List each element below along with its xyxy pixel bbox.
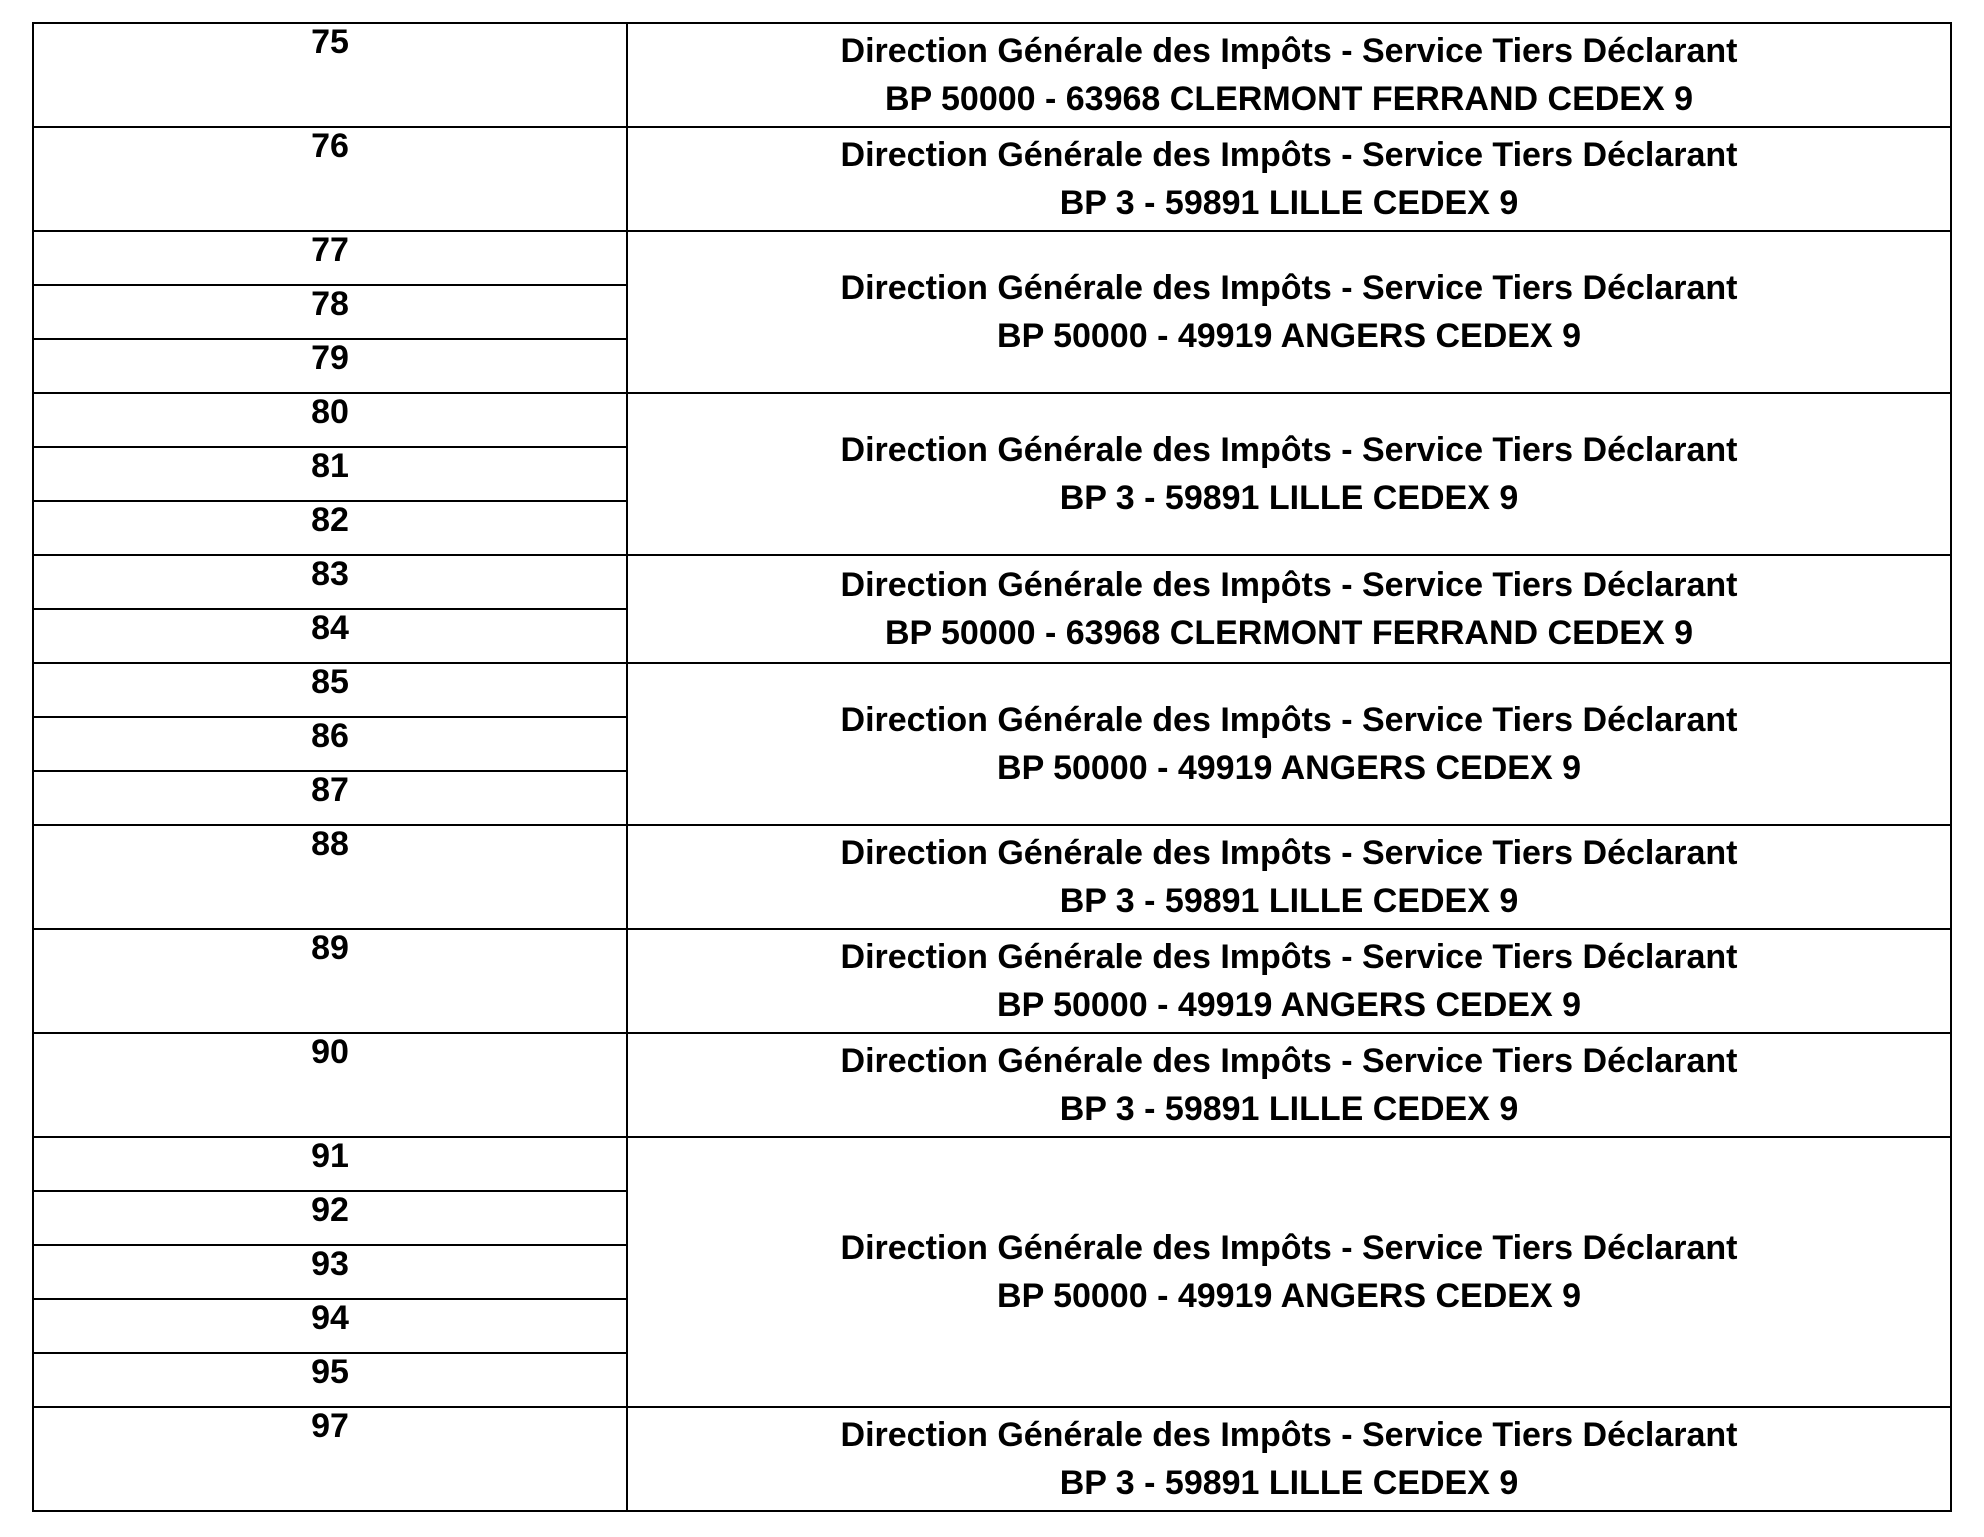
department-cell (33, 717, 627, 771)
department-cell (33, 393, 627, 447)
department-number: 85 (311, 663, 349, 701)
address-office-line: Direction Générale des Impôts - Service Tiers Déclarant (840, 938, 1738, 976)
table-row (33, 23, 1951, 127)
address-postal-line: BP 50000 - 49919 ANGERS CEDEX 9 (997, 986, 1581, 1024)
address-postal-line: BP 50000 - 63968 CLERMONT FERRAND CEDEX 9 (884, 614, 1694, 652)
department-number: 88 (311, 825, 349, 863)
department-cell (33, 285, 627, 339)
department-number: 82 (311, 501, 349, 539)
address-postal-line: BP 50000 - 63968 CLERMONT FERRAND CEDEX 9 (884, 80, 1694, 118)
department-number: 76 (311, 127, 349, 165)
department-cell (33, 1137, 627, 1191)
address-table (32, 22, 1952, 1512)
address-cell (627, 23, 1951, 127)
address-table-body (33, 23, 1951, 1511)
department-number: 77 (311, 231, 349, 269)
address-cell (627, 1033, 1951, 1137)
department-cell (33, 1033, 627, 1137)
address-cell (627, 231, 1951, 393)
address-office-line: Direction Générale des Impôts - Service Tiers Déclarant (840, 566, 1738, 604)
department-number: 97 (311, 1407, 349, 1445)
address-office-line: Direction Générale des Impôts - Service Tiers Déclarant (840, 1416, 1738, 1454)
department-number: 90 (311, 1033, 349, 1071)
address-cell (627, 663, 1951, 825)
address-postal-line: BP 3 - 59891 LILLE CEDEX 9 (1059, 184, 1519, 222)
address-office-line: Direction Générale des Impôts - Service Tiers Déclarant (840, 431, 1738, 469)
address-office-line: Direction Générale des Impôts - Service Tiers Déclarant (840, 269, 1738, 307)
address-postal-line: BP 50000 - 49919 ANGERS CEDEX 9 (997, 749, 1581, 787)
department-number: 86 (311, 717, 349, 755)
department-cell (33, 663, 627, 717)
address-postal-line: BP 3 - 59891 LILLE CEDEX 9 (1059, 479, 1519, 517)
department-number: 75 (311, 23, 349, 61)
department-number: 78 (311, 285, 349, 323)
address-postal-line: BP 3 - 59891 LILLE CEDEX 9 (1059, 1090, 1519, 1128)
address-postal-line: BP 3 - 59891 LILLE CEDEX 9 (1059, 1464, 1519, 1502)
address-cell (627, 1407, 1951, 1511)
table-row (33, 127, 1951, 231)
address-cell (627, 393, 1951, 555)
table-row (33, 663, 1951, 717)
department-cell (33, 231, 627, 285)
department-number: 89 (311, 929, 349, 967)
department-cell (33, 929, 627, 1033)
address-office-line: Direction Générale des Impôts - Service Tiers Déclarant (840, 32, 1738, 70)
department-cell (33, 771, 627, 825)
table-row (33, 1137, 1951, 1191)
address-cell (627, 555, 1951, 663)
department-number: 79 (311, 339, 349, 377)
department-cell (33, 1353, 627, 1407)
table-row (33, 929, 1951, 1033)
department-cell (33, 447, 627, 501)
address-cell (627, 127, 1951, 231)
address-cell (627, 825, 1951, 929)
department-cell (33, 825, 627, 929)
table-row (33, 231, 1951, 285)
address-postal-line: BP 3 - 59891 LILLE CEDEX 9 (1059, 882, 1519, 920)
address-office-line: Direction Générale des Impôts - Service Tiers Déclarant (840, 834, 1738, 872)
department-cell (33, 1299, 627, 1353)
department-cell (33, 501, 627, 555)
department-number: 94 (311, 1299, 349, 1337)
department-number: 87 (311, 771, 349, 809)
address-office-line: Direction Générale des Impôts - Service Tiers Déclarant (840, 1042, 1738, 1080)
department-number: 95 (311, 1353, 349, 1391)
table-row (33, 1407, 1951, 1511)
table-row (33, 825, 1951, 929)
table-row (33, 1033, 1951, 1137)
department-cell (33, 23, 627, 127)
department-cell (33, 127, 627, 231)
department-cell (33, 609, 627, 663)
address-postal-line: BP 50000 - 49919 ANGERS CEDEX 9 (997, 1277, 1581, 1315)
department-number: 81 (311, 447, 349, 485)
address-cell (627, 929, 1951, 1033)
department-cell (33, 1191, 627, 1245)
address-postal-line: BP 50000 - 49919 ANGERS CEDEX 9 (997, 317, 1581, 355)
table-row (33, 555, 1951, 609)
department-number: 91 (311, 1137, 349, 1175)
address-office-line: Direction Générale des Impôts - Service Tiers Déclarant (840, 1229, 1738, 1267)
department-cell (33, 339, 627, 393)
department-cell (33, 1245, 627, 1299)
address-office-line: Direction Générale des Impôts - Service Tiers Déclarant (840, 136, 1738, 174)
department-cell (33, 1407, 627, 1511)
department-number: 84 (311, 609, 349, 647)
address-cell (627, 1137, 1951, 1407)
department-cell (33, 555, 627, 609)
department-number: 92 (311, 1191, 349, 1229)
department-number: 93 (311, 1245, 349, 1283)
table-row (33, 393, 1951, 447)
address-office-line: Direction Générale des Impôts - Service Tiers Déclarant (840, 701, 1738, 739)
department-number: 83 (311, 555, 349, 593)
department-number: 80 (311, 393, 349, 431)
